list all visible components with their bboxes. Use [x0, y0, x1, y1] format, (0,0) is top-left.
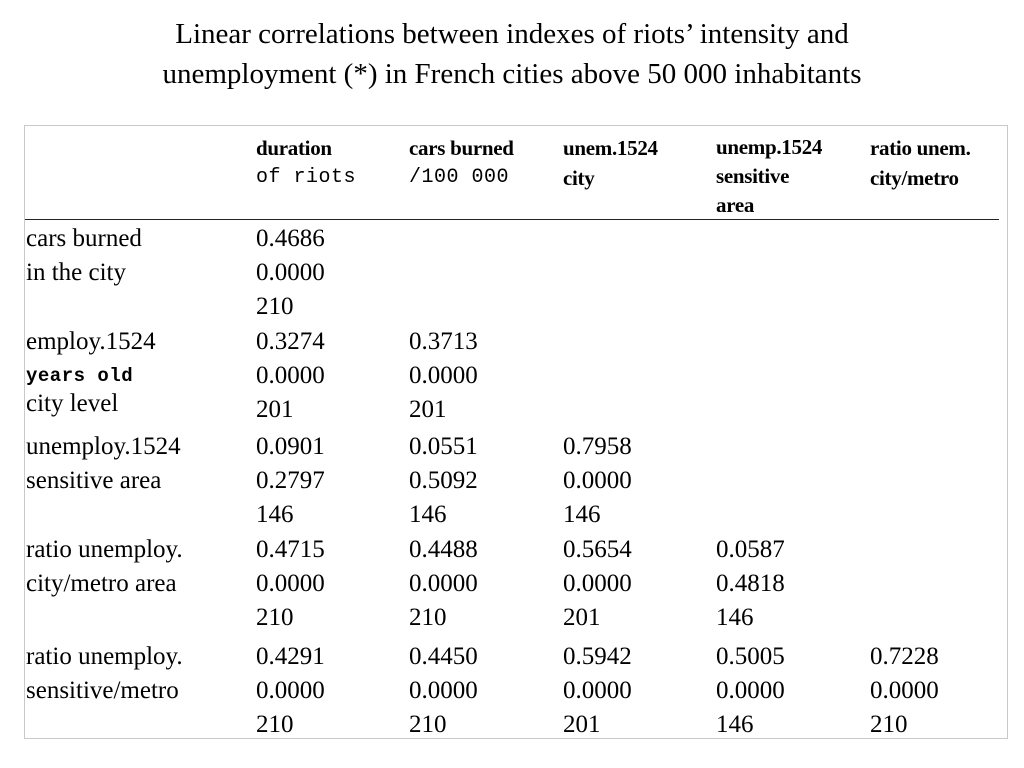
table-cell: 0.5942 0.0000 201	[563, 643, 632, 738]
table-cell: 0.7228 0.0000 210	[870, 643, 939, 738]
table-cell: 0.7958 0.0000 146	[563, 433, 632, 528]
row-label-unemploy-1524-sensitive-area: unemploy.1524 sensitive area	[26, 433, 181, 494]
header-divider	[25, 219, 999, 220]
table-cell: 0.0587 0.4818 146	[716, 536, 785, 631]
title-line-1: Linear correlations between indexes of riots’ intensity and	[175, 18, 849, 50]
table-cell: 0.3274 0.0000 201	[256, 328, 325, 423]
table-cell: 0.4715 0.0000 210	[256, 536, 325, 631]
table-cell: 0.5005 0.0000 146	[716, 643, 785, 738]
column-header-unemp-1524-sensitive-area: unemp.1524 sensitive area	[716, 135, 823, 217]
slide-title	[0, 14, 1024, 94]
column-header-ratio-unem-city-metro: ratio unem. city/metro	[870, 136, 971, 190]
column-header-duration-of-riots: duration of riots	[256, 136, 357, 189]
row-label-employ-1524: employ.1524 years old city level	[26, 328, 156, 417]
row-label-cars-burned: cars burned in the city	[26, 225, 142, 286]
table-cell: 0.0901 0.2797 146	[256, 433, 325, 528]
table-cell: 0.4488 0.0000 210	[409, 536, 478, 631]
column-header-cars-burned: cars burned /100 000	[409, 136, 514, 189]
table-cell: 0.4291 0.0000 210	[256, 643, 325, 738]
row-label-ratio-unemploy-sensitive-metro: ratio unemploy. sensitive/metro	[26, 643, 183, 704]
table-cell: 0.4450 0.0000 210	[409, 643, 478, 738]
table-cell: 0.4686 0.0000 210	[256, 225, 325, 320]
row-label-ratio-unemploy-city-metro: ratio unemploy. city/metro area	[26, 536, 183, 597]
table-cell: 0.0551 0.5092 146	[409, 433, 478, 528]
table-cell: 0.3713 0.0000 201	[409, 328, 478, 423]
table-cell: 0.5654 0.0000 201	[563, 536, 632, 631]
title-line-2: unemployment (*) in French cities above 50 000 inhabitants	[162, 58, 862, 90]
column-header-unem-1524-city: unem.1524 city	[563, 136, 658, 190]
